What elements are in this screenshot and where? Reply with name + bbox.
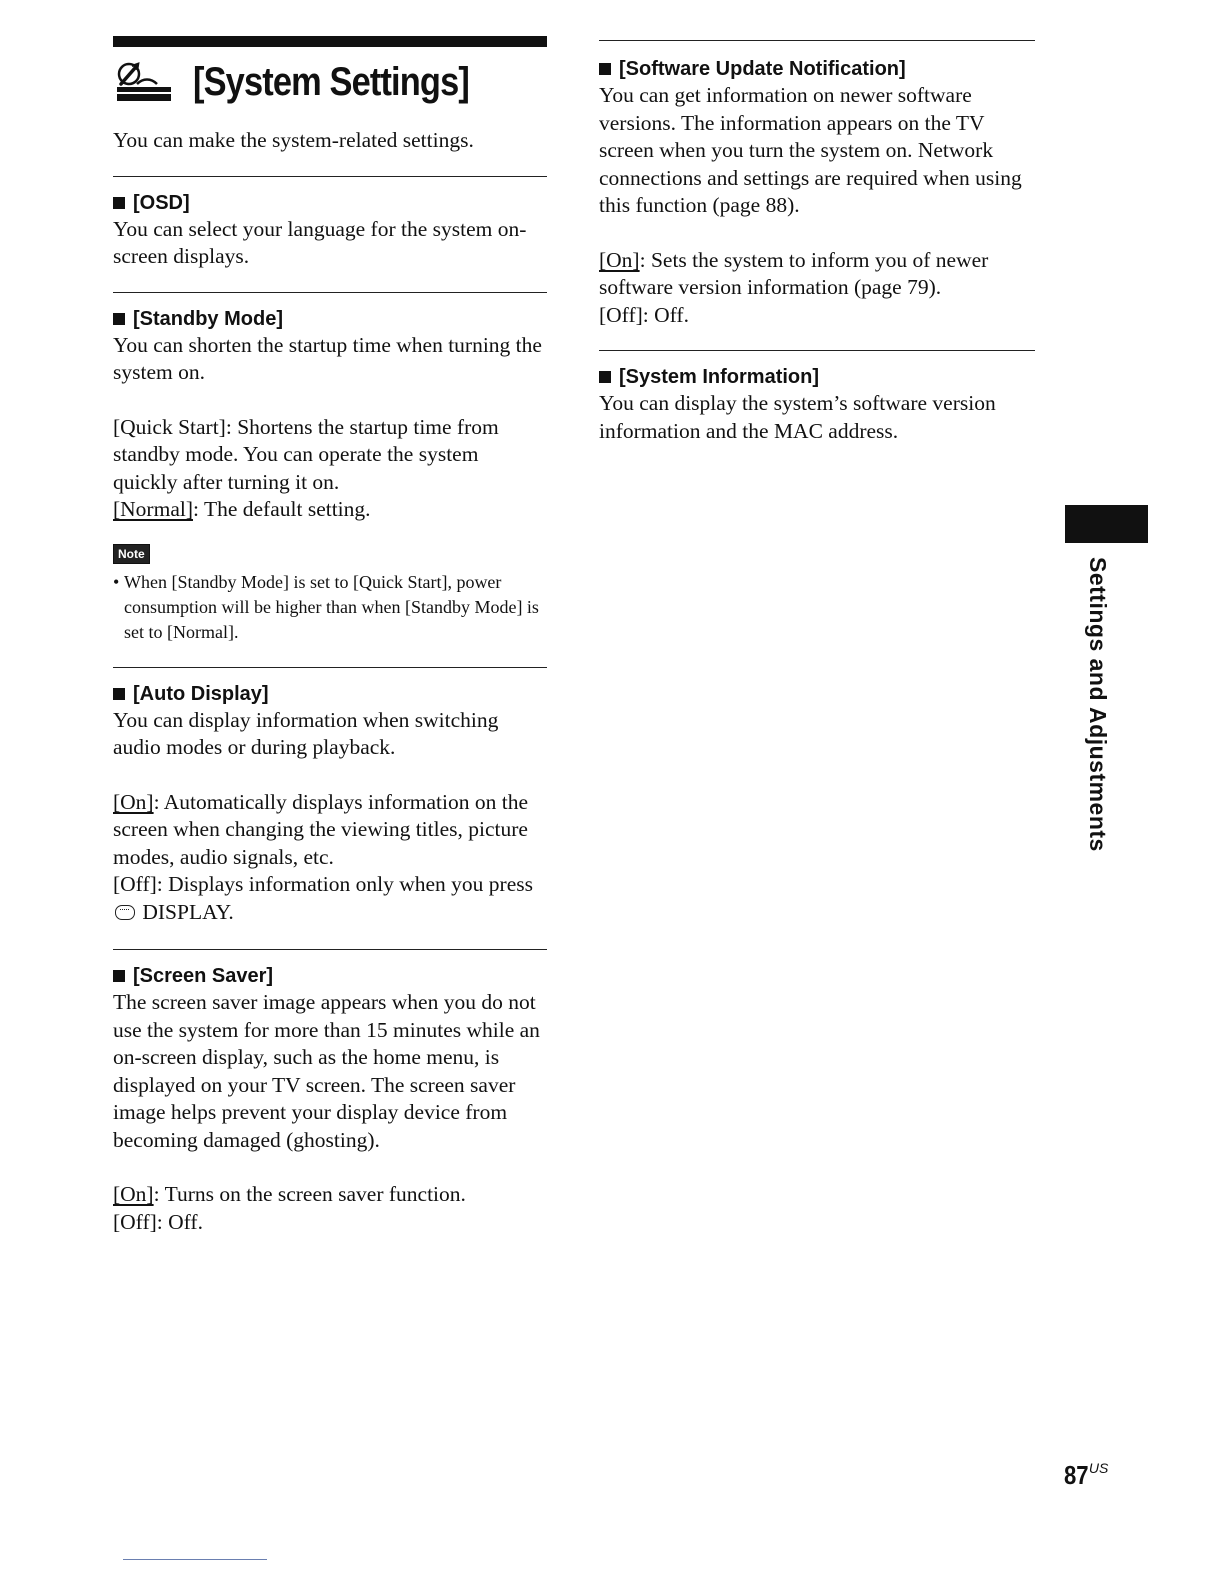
footer-line xyxy=(123,1559,267,1560)
heading-text: [Standby Mode] xyxy=(133,307,283,330)
square-bullet-icon xyxy=(113,970,125,982)
bullet-icon: • xyxy=(113,571,120,592)
heading-text: [Screen Saver] xyxy=(133,965,274,987)
section-divider xyxy=(599,40,1035,41)
heading-text: [OSD] xyxy=(133,191,190,214)
square-bullet-icon xyxy=(599,63,611,75)
auto-display-description: You can display information when switching audio modes or during playback. xyxy=(113,707,499,759)
section-heading-software-update xyxy=(599,56,1035,82)
right-column xyxy=(599,40,1035,445)
button-label: DISPLAY. xyxy=(142,899,234,924)
chapter-tab-label: Settings and Adjustments xyxy=(1085,557,1111,852)
note-badge: Note xyxy=(113,544,150,564)
display-button-icon xyxy=(115,905,135,920)
page-number-value: 87 xyxy=(1064,1460,1089,1490)
page-number-suffix: US xyxy=(1088,1460,1109,1476)
screen-saver-on-option xyxy=(113,1181,547,1209)
option-text: : Turns on the screen saver function. xyxy=(153,1182,466,1206)
page-number xyxy=(1064,1460,1108,1491)
section-divider xyxy=(113,176,547,177)
section-divider xyxy=(113,292,547,293)
heading-text: [Software Update Notification] xyxy=(619,58,906,80)
section-divider xyxy=(113,667,547,668)
system-information-description: You can display the system’s software version information and the MAC address. xyxy=(599,391,996,443)
standby-description: You can shorten the startup time when turning the system on. xyxy=(113,332,542,384)
note-item xyxy=(113,570,547,645)
square-bullet-icon xyxy=(113,313,125,325)
standby-normal-option xyxy=(113,496,547,524)
option-text: : Sets the system to inform you of newer software version information (page 79). xyxy=(599,247,989,299)
auto-display-on-option xyxy=(113,789,547,872)
heading-text: [Auto Display] xyxy=(133,682,269,705)
standby-quick-start-option: [Quick Start]: Shortens the startup time from standby mode. You can operate the system quickly after turning it on. xyxy=(113,414,499,494)
note-text: When [Standby Mode] is set to [Quick Start], power consumption will be higher than when [Standby Mode] is set to [Normal]. xyxy=(124,571,539,642)
section-heading-auto-display xyxy=(113,681,547,707)
default-option-label: [Normal] xyxy=(113,497,193,521)
square-bullet-icon xyxy=(113,688,125,700)
left-column xyxy=(113,36,547,1236)
square-bullet-icon xyxy=(599,371,611,383)
section-divider xyxy=(113,949,547,950)
default-option-label: [On] xyxy=(599,247,640,272)
section-heading-standby-mode xyxy=(113,306,547,332)
section-divider xyxy=(599,350,1035,351)
option-text: [Off]: Displays information only when you press xyxy=(113,872,533,896)
option-text: : The default setting. xyxy=(193,497,371,521)
section-heading-osd xyxy=(113,190,547,216)
section-heading-system-information xyxy=(599,364,1035,390)
software-update-off-option: [Off]: Off. xyxy=(599,302,689,327)
square-bullet-icon xyxy=(113,197,125,209)
software-update-on-option xyxy=(599,247,1035,302)
screen-saver-description: The screen saver image appears when you do not use the system for more than 15 minutes while an on-screen display, such as the home menu, is displayed on your TV screen. The screen saver image helps prevent your display device from becoming damaged (ghosting). xyxy=(113,990,540,1152)
title-rule xyxy=(113,36,547,47)
section-heading-screen-saver xyxy=(113,963,547,989)
auto-display-off-option xyxy=(113,871,547,926)
intro-text: You can make the system-related settings. xyxy=(113,128,474,152)
heading-text: [System Information] xyxy=(619,366,820,388)
option-text: : Automatically displays information on the screen when changing the viewing titles, picture modes, audio signals, etc. xyxy=(113,789,529,869)
software-update-description: You can get information on newer software versions. The information appears on the TV screen when you turn the system on. Network connections and settings are required when using this function (page 88). xyxy=(599,83,1022,217)
screen-saver-off-option: [Off]: Off. xyxy=(113,1209,203,1234)
title-row xyxy=(113,56,547,108)
page-title: [System Settings] xyxy=(193,59,469,104)
default-option-label: [On] xyxy=(113,1182,154,1206)
chapter-tab-marker xyxy=(1065,505,1148,543)
default-option-label: [On] xyxy=(113,789,154,814)
osd-description: You can select your language for the system on-screen displays. xyxy=(113,216,527,268)
toolbox-icon xyxy=(113,60,179,104)
